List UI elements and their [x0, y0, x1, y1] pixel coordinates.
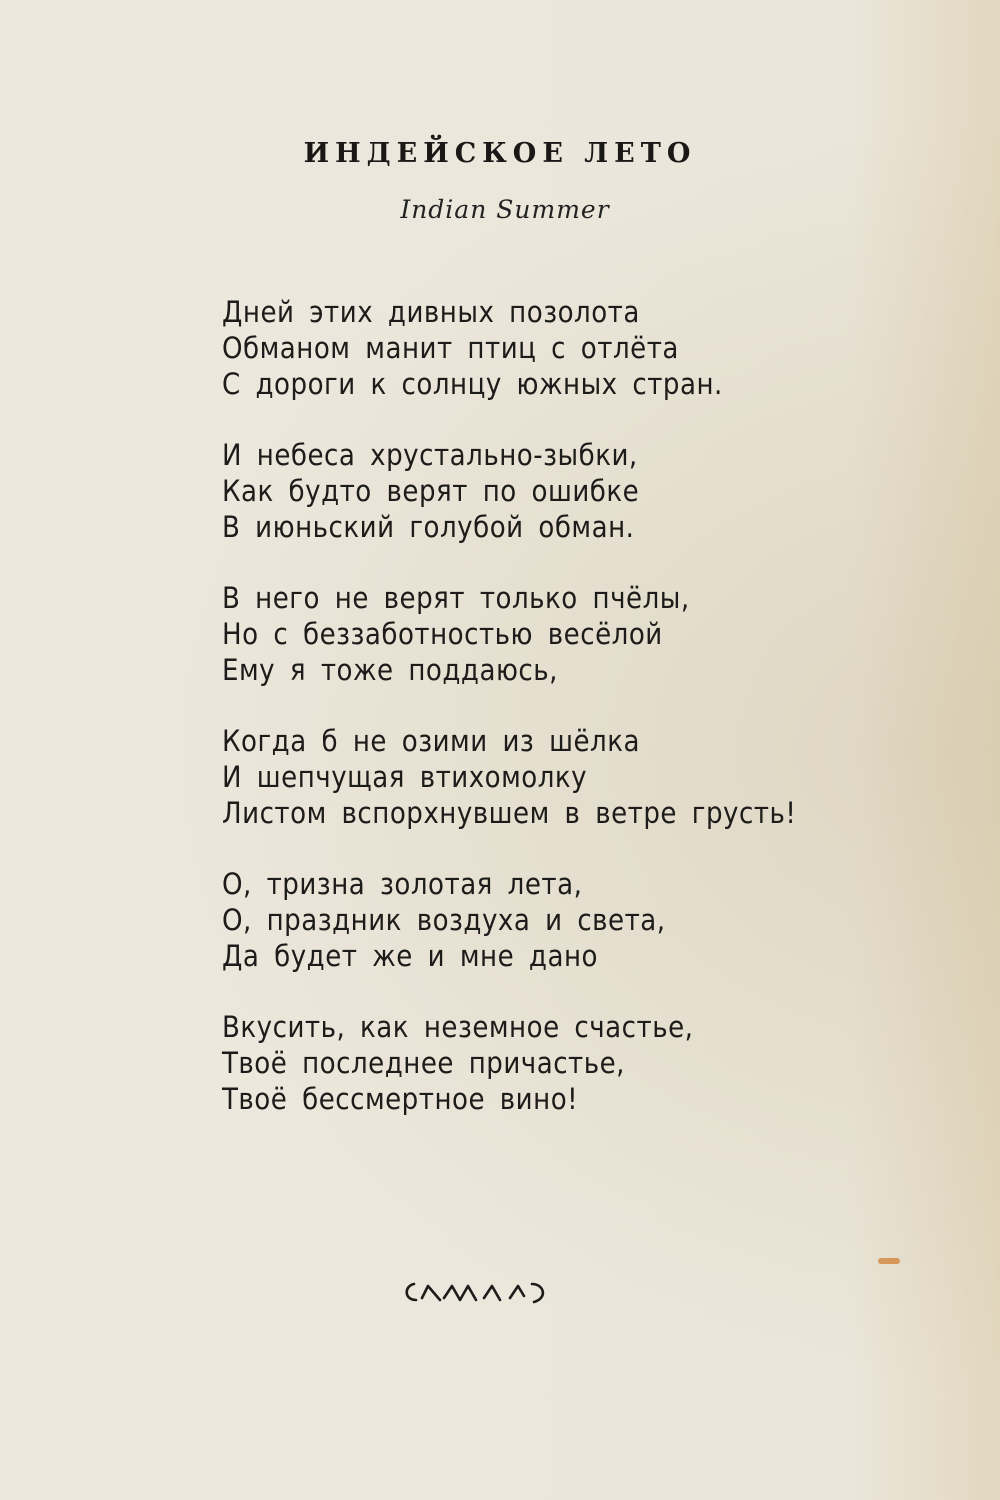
poem-subtitle: Indian Summer — [400, 195, 610, 224]
poem-line: О, тризна золотая лета, — [222, 867, 583, 901]
poem-line: Листом вспорхнувшем в ветре грусть! — [222, 796, 797, 830]
stanza-6 — [222, 1009, 922, 1117]
poem-line: Дней этих дивных позолота — [222, 295, 640, 329]
poem-line: В июньский голубой обман. — [222, 510, 635, 544]
wavy-ornament-icon — [400, 1272, 620, 1312]
poem-line: О, праздник воздуха и света, — [222, 903, 666, 937]
poem-line: И небеса хрустально-зыбки, — [222, 438, 638, 472]
stanza-3 — [222, 580, 922, 688]
poem-line: Твоё бессмертное вино! — [222, 1082, 579, 1116]
poem-line: Твоё последнее причастье, — [222, 1046, 625, 1080]
stanza-5 — [222, 866, 922, 974]
poem-line: И шепчущая втихомолку — [222, 760, 588, 794]
paper-stain — [878, 1258, 900, 1264]
poem-line: Но с беззаботностью весёлой — [222, 617, 663, 651]
poem-line: Ему я тоже поддаюсь, — [222, 653, 558, 687]
poem-body — [222, 294, 922, 1152]
poem-line: Как будто верят по ошибке — [222, 474, 640, 508]
stanza-1 — [222, 294, 922, 402]
poem-line: Когда б не озими из шёлка — [222, 724, 640, 758]
poem-line: Обманом манит птиц с отлёта — [222, 331, 679, 365]
poem-title: ИНДЕЙСКОЕ ЛЕТО — [303, 138, 697, 169]
stanza-2 — [222, 437, 922, 545]
poem-line: В него не верят только пчёлы, — [222, 581, 690, 615]
poem-line: С дороги к солнцу южных стран. — [222, 367, 723, 401]
poem-line: Вкусить, как неземное счастье, — [222, 1010, 694, 1044]
stanza-4 — [222, 723, 922, 831]
poem-line: Да будет же и мне дано — [222, 939, 598, 973]
